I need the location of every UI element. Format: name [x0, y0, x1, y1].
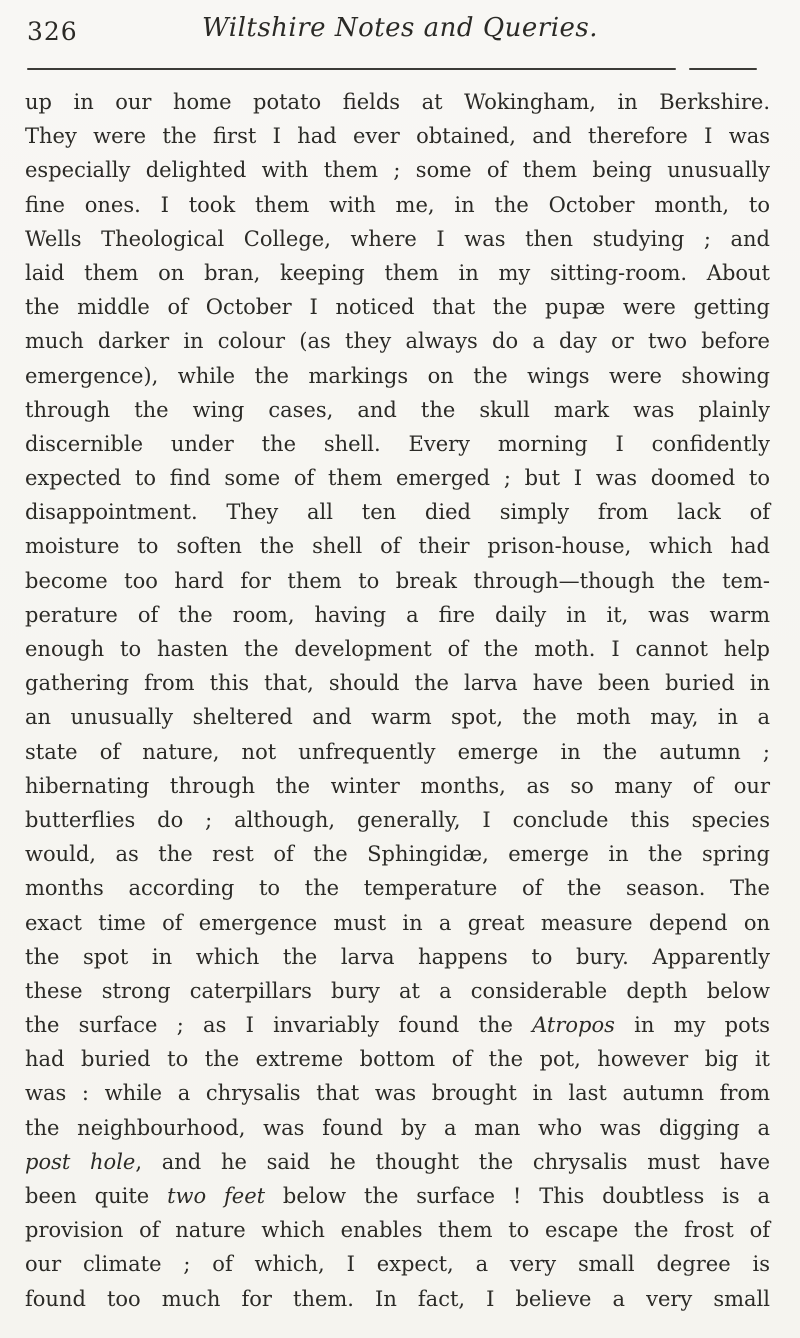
text-segment: in my pots [614, 1013, 770, 1038]
text-segment: butterflies do ; although, generally, I conclude this species [25, 807, 770, 832]
text-line [25, 1282, 770, 1316]
header-rule [27, 68, 757, 70]
text-line [25, 324, 770, 358]
text-line [25, 153, 770, 187]
text-line [25, 427, 770, 461]
text-segment: months according to the temperature of the season. The [25, 876, 770, 901]
text-segment: was : while a chrysalis that was brought in last autumn from [25, 1081, 770, 1106]
text-line [25, 837, 770, 871]
text-line [25, 940, 770, 974]
page-number: 326 [27, 17, 78, 46]
text-segment: the neighbourhood, was found by a man who was digging a [25, 1115, 770, 1140]
text-line [25, 1008, 770, 1042]
text-line [25, 495, 770, 529]
text-segment: an unusually sheltered and warm spot, the moth may, in a [25, 705, 770, 730]
page-header [0, 0, 800, 65]
italic-text-segment: two feet [167, 1184, 266, 1208]
text-segment: the surface ; as I invariably found the [25, 1013, 533, 1038]
text-segment: disappointment. They all ten died simply from lack of [25, 500, 770, 525]
text-line [25, 1213, 770, 1247]
text-segment: would, as the rest of the Sphingidæ, emerge in the spring [25, 842, 770, 867]
text-line [25, 393, 770, 427]
text-segment: through the wing cases, and the skull mark was plainly [25, 397, 770, 422]
text-line [25, 1042, 770, 1076]
text-line [25, 1179, 770, 1213]
text-segment: our climate ; of which, I expect, a very small degree is [25, 1252, 770, 1277]
text-segment: been quite [25, 1184, 168, 1208]
text-line [25, 974, 770, 1008]
text-segment: become too hard for them to break through—though the tem- [25, 568, 770, 593]
text-line [25, 461, 770, 495]
text-segment: expected to find some of them emerged ; but I was doomed to [25, 466, 770, 491]
header-rule-left [27, 68, 676, 70]
text-line [25, 769, 770, 803]
text-segment: especially delighted with them ; some of them being unusually [25, 158, 770, 183]
text-segment: enough to hasten the development of the moth. I cannot help [25, 637, 770, 661]
text-segment: laid them on bran, keeping them in my sitting-room. About [25, 260, 770, 285]
text-segment: , and he said he thought the chrysalis must have [135, 1149, 770, 1174]
italic-text-segment: Atropos [532, 1013, 615, 1038]
text-line [25, 735, 770, 769]
text-segment: up in our home potato fields at Wokingham, in Berkshire. [25, 90, 770, 114]
text-line [25, 119, 770, 153]
text-line [25, 1111, 770, 1145]
text-line [25, 871, 770, 905]
text-line [25, 529, 770, 563]
text-line [25, 188, 770, 222]
text-segment: discernible under the shell. Every morning I confidently [25, 431, 770, 456]
text-segment: the middle of October I noticed that the pupæ were getting [25, 295, 770, 320]
text-line [25, 256, 770, 290]
text-line [25, 222, 770, 256]
text-line [25, 1247, 770, 1281]
text-line [25, 359, 770, 393]
text-line [25, 564, 770, 598]
text-line [25, 1145, 770, 1179]
text-segment: emergence), while the markings on the wings were showing [25, 363, 770, 388]
text-segment: the spot in which the larva happens to bury. Apparently [25, 944, 770, 969]
text-segment: these strong caterpillars bury at a considerable depth below [25, 978, 770, 1003]
text-segment: perature of the room, having a fire daily in it, was warm [25, 602, 770, 627]
text-segment: They were the first I had ever obtained, and therefore I was [25, 124, 770, 149]
text-line [25, 666, 770, 700]
text-segment: state of nature, not unfrequently emerge in the autumn ; [25, 739, 770, 764]
text-segment: much darker in colour (as they always do a day or two before [25, 329, 770, 354]
text-line [25, 290, 770, 324]
text-segment: found too much for them. In fact, I believe a very small [25, 1286, 770, 1311]
text-line [25, 85, 770, 119]
text-line [25, 1076, 770, 1110]
text-line [25, 803, 770, 837]
text-segment: moisture to soften the shell of their prison-house, which had [25, 534, 770, 559]
page-title: Wiltshire Notes and Queries. [201, 13, 598, 43]
text-line [25, 906, 770, 940]
text-segment: had buried to the extreme bottom of the pot, however big it [25, 1047, 770, 1072]
body-text [25, 85, 770, 1316]
text-segment: below the surface ! This doubtless is a [265, 1184, 770, 1208]
text-line [25, 632, 770, 666]
text-line [25, 700, 770, 734]
text-line [25, 598, 770, 632]
italic-text-segment: post hole [25, 1149, 136, 1174]
text-segment: exact time of emergence must in a great measure depend on [25, 910, 770, 935]
text-segment: provision of nature which enables them to escape the frost of [25, 1218, 770, 1243]
text-segment: Wells Theological College, where I was then studying ; and [25, 226, 770, 251]
text-segment: hibernating through the winter months, as so many of our [25, 773, 770, 798]
header-rule-right [689, 68, 757, 70]
text-segment: gathering from this that, should the larva have been buried in [25, 671, 770, 696]
text-segment: fine ones. I took them with me, in the October month, to [25, 192, 770, 217]
